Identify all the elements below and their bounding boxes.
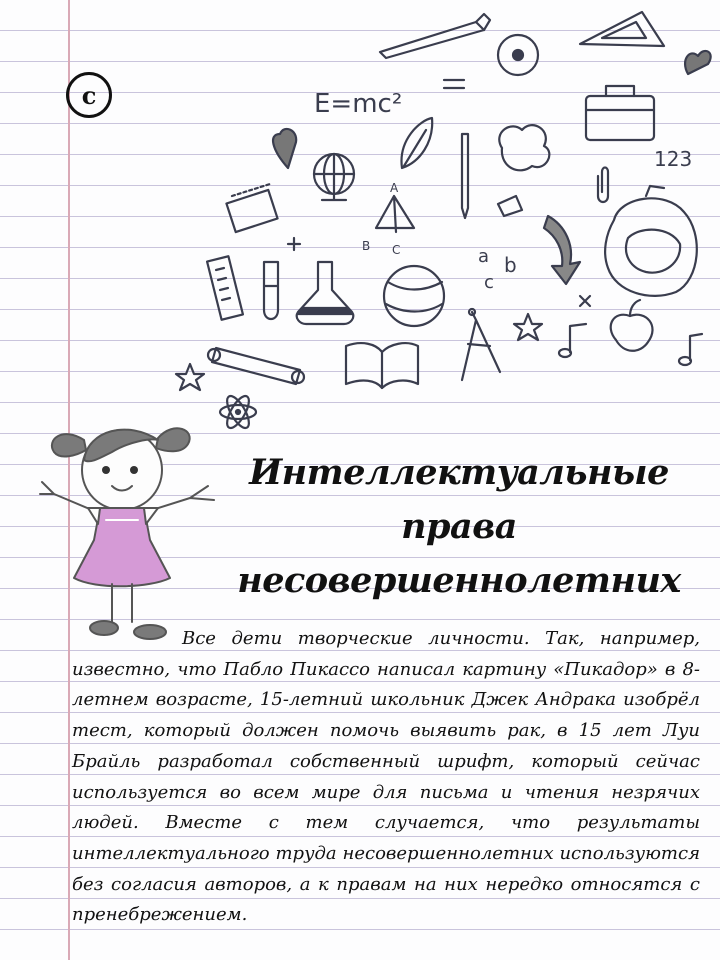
page-title — [214, 446, 704, 608]
numbers-text: 123 — [654, 147, 693, 171]
svg-text:a: a — [478, 246, 490, 267]
svg-text:c: c — [484, 272, 494, 293]
svg-text:B: B — [362, 239, 371, 253]
svg-text:b: b — [504, 253, 517, 277]
formula-text: E=mc² — [314, 89, 403, 119]
heart-icon — [273, 129, 296, 168]
cloud-icon — [499, 125, 549, 170]
atom-icon — [220, 393, 256, 431]
backpack-icon — [605, 186, 697, 296]
scroll-icon — [208, 348, 304, 384]
triangle-ruler-icon — [580, 12, 664, 46]
leaf-icon — [402, 118, 433, 168]
eraser-icon — [498, 196, 522, 216]
ruler-icon — [207, 256, 243, 320]
pencil-icon — [462, 134, 468, 218]
flask-icon — [297, 262, 354, 324]
paperclip-icon — [598, 168, 608, 203]
cd-icon — [498, 35, 538, 75]
title-line-1: Интеллектуальные права — [249, 452, 669, 547]
girl-illustration — [40, 428, 214, 639]
book-icon — [346, 343, 418, 388]
compass-icon — [462, 309, 500, 380]
notepad-icon — [226, 184, 277, 232]
copyright-icon: c — [66, 72, 112, 118]
pyramid-icon — [376, 196, 414, 232]
svg-text:C: C — [392, 243, 401, 257]
heart-icon — [685, 51, 711, 74]
briefcase-icon — [586, 86, 654, 140]
music-note-icon — [690, 334, 702, 360]
test-tube-icon — [264, 262, 278, 319]
title-line-2: несовершеннолетних — [237, 560, 681, 601]
star-icon — [514, 314, 542, 340]
body-paragraph: Все дети творческие личности. Так, например, известно, что Пабло Пикассо написал картину «Пикадор» в 8-летнем возрасте, 15-летний школьник Джек Андрака изобрёл тест, который должен помочь выявить рак, в 15 лет Луи Брайль разработал собственный шрифт, который сейчас используется во всем мире для письма и чтения незрячих людей. Вместе с тем случается, что результаты интеллектуального труда несовершеннолетних используются без согласия авторов, а к правам на них нередко относятся с пренебрежением. — [72, 628, 700, 926]
svg-text:A: A — [390, 181, 399, 195]
arrow-icon — [544, 216, 580, 284]
ball-icon — [384, 266, 444, 326]
apple-icon — [611, 300, 653, 351]
pen-icon — [380, 14, 490, 58]
music-note-icon — [570, 324, 586, 352]
globe-icon — [314, 154, 354, 200]
star-icon — [176, 364, 204, 390]
